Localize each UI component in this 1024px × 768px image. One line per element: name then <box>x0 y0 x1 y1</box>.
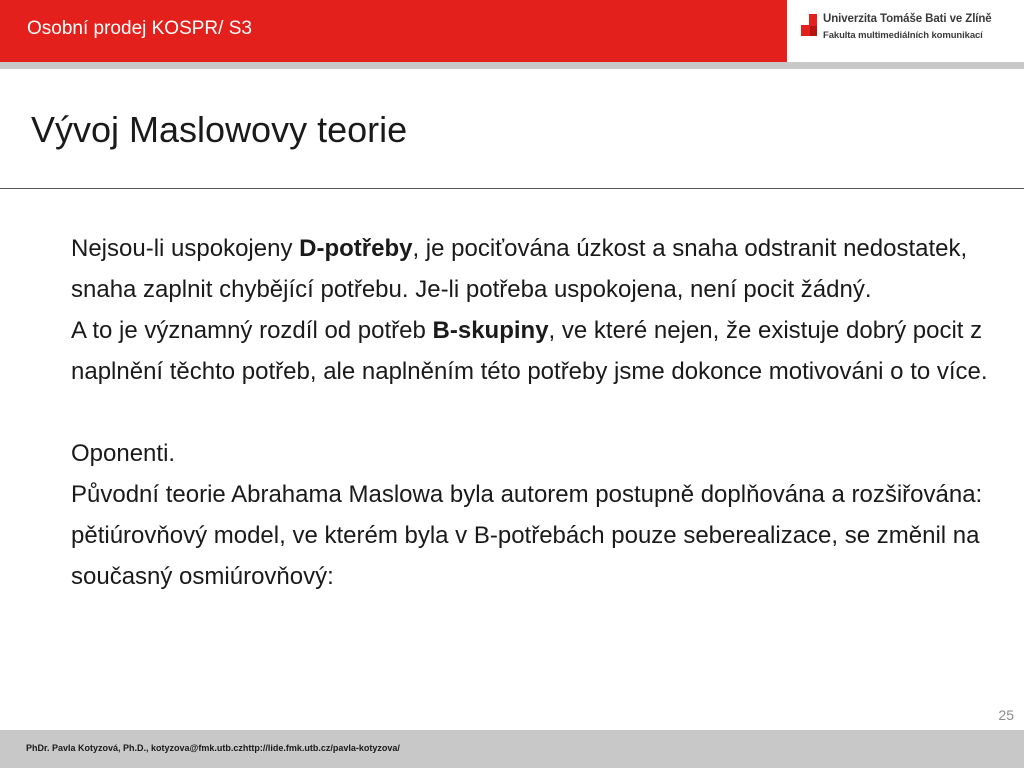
para2-text-start: A to je významný rozdíl od potřeb <box>71 317 433 344</box>
slide-body <box>71 228 1006 597</box>
header-stripe <box>0 62 1024 69</box>
page-number: 25 <box>998 707 1014 723</box>
para1-text-start: Nejsou-li uspokojeny <box>71 235 300 262</box>
logo-university-name: Univerzita Tomáše Bati ve Zlíně <box>823 13 992 25</box>
university-logo <box>796 0 1024 62</box>
utb-logo-icon <box>801 14 817 36</box>
paragraph-d-needs <box>71 228 1006 310</box>
slide-title: Vývoj Maslowovy teorie <box>31 109 408 150</box>
para2-text-end: , ve které nejen, že existuje dobrý pocit z naplnění těchto potřeb, ale naplněním této potřeby jsme dokonce motivováni o to více. <box>71 317 988 385</box>
paragraph-original-theory: Původní teorie Abrahama Maslowa byla autorem postupně doplňována a rozšiřována: pětiúrovňový model, ve kterém byla v B-potřebách pouze seberealizace, se změnil na současný osmiúrovňový: <box>71 481 983 590</box>
header-bar <box>0 0 787 62</box>
footer-author-contact: PhDr. Pavla Kotyzová, Ph.D., kotyzova@fmk.utb.czhttp://lide.fmk.utb.cz/pavla-kotyzova/ <box>26 743 400 753</box>
logo-faculty-name: Fakulta multimediálních komunikací <box>823 30 983 41</box>
footer-bar <box>0 730 1024 768</box>
para2-bold-term: B-skupiny <box>432 317 549 344</box>
paragraph-opponents: Oponenti. <box>71 440 176 467</box>
para1-bold-term: D-potřeby <box>299 235 413 262</box>
course-title: Osobní prodej KOSPR/ S3 <box>27 18 252 39</box>
paragraph-b-needs <box>71 310 1006 392</box>
para1-text-end: , je pociťována úzkost a snaha odstranit nedostatek, snaha zaplnit chybějící potřebu. Je-li potřeba uspokojena, není pocit žádný. <box>71 235 968 303</box>
paragraph-spacer <box>71 392 1006 433</box>
title-divider <box>0 188 1024 189</box>
